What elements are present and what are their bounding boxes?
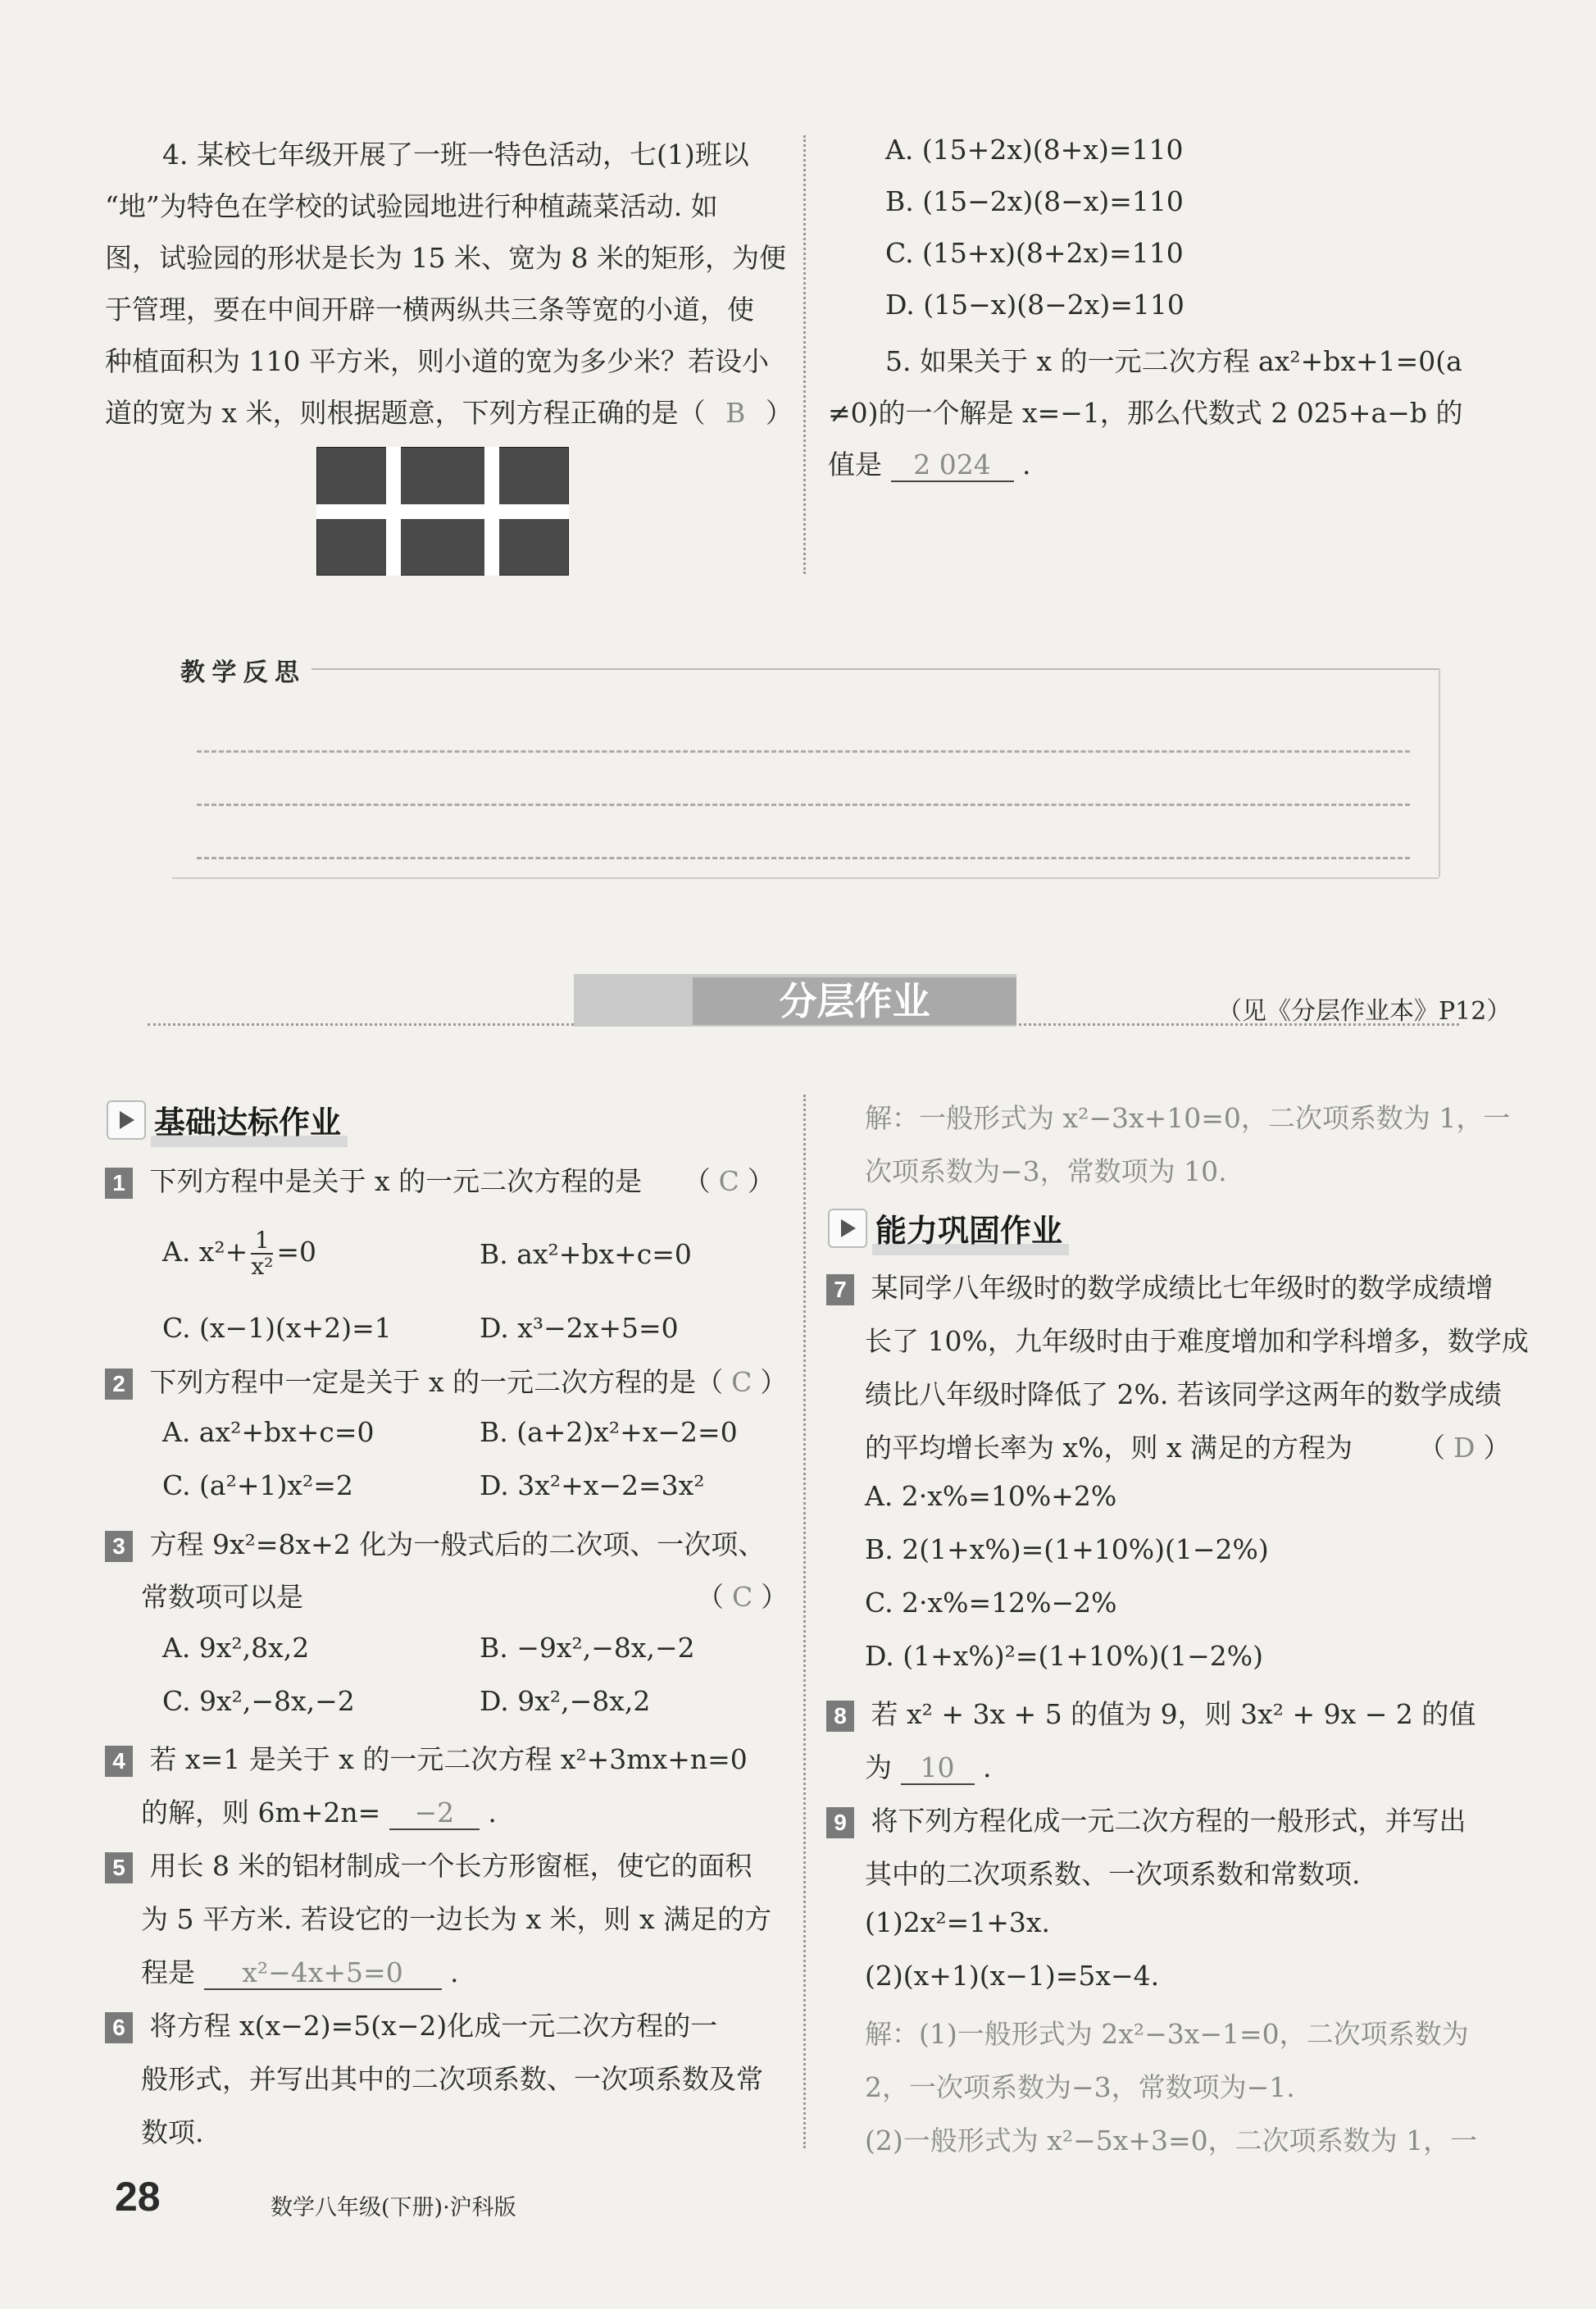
q5b-stem-1 <box>105 1845 752 1883</box>
q8-number: 8 <box>826 1701 854 1732</box>
reflection-title-rule <box>311 668 1439 670</box>
q1-text: 下列方程中是关于 x 的一元二次方程的是 <box>149 1165 643 1197</box>
q1-option-a-fraction <box>251 1228 273 1279</box>
q2-paren-close: ） <box>760 1366 788 1398</box>
q7-number: 7 <box>826 1274 854 1305</box>
q7-option-c: C. 2·x%=12%−2% <box>865 1587 1117 1619</box>
reflection-line-1 <box>197 750 1410 753</box>
q4-line-3: 图，试验园的形状是长为 15 米、宽为 8 米的矩形，为便 <box>105 242 786 274</box>
section-basic-title: 基础达标作业 <box>154 1106 342 1141</box>
q6-solution-2: 次项系数为−3，常数项为 10. <box>865 1155 1227 1187</box>
q1-option-a-suffix: =0 <box>276 1236 316 1268</box>
q3-text-2: 常数项可以是 <box>141 1581 303 1613</box>
q6-stem-2: 般形式，并写出其中的二次项系数、一次项系数及常 <box>141 2063 763 2095</box>
q7-option-a: A. 2·x%=10%+2% <box>865 1480 1117 1512</box>
section-ability-title: 能力巩固作业 <box>875 1214 1063 1249</box>
q4b-stem-1 <box>105 1738 748 1777</box>
q9-text-1: 将下列方程化成一元二次方程的一般形式，并写出 <box>871 1805 1466 1837</box>
q6-stem-3: 数项. <box>141 2116 204 2148</box>
q7-stem-4: 的平均增长率为 x%，则 x 满足的方程为 <box>865 1432 1353 1464</box>
q7-option-d: D. (1+x%)²=(1+10%)(1−2%) <box>865 1640 1263 1672</box>
q6-solution-1: 解：一般形式为 x²−3x+10=0，二次项系数为 1，一 <box>865 1102 1511 1134</box>
q5-top-line-2: ≠0)的一个解是 x=−1，那么代数式 2 025+a−b 的 <box>828 397 1463 429</box>
q5b-stem-2: 为 5 平方米. 若设它的一边长为 x 米，则 x 满足的方 <box>141 1903 772 1935</box>
q3-option-b: B. −9x²,−8x,−2 <box>480 1632 695 1664</box>
q9-solution-1a: 解：(1)一般形式为 2x²−3x−1=0，二次项系数为 <box>865 2018 1469 2050</box>
q1-option-a <box>162 1228 316 1279</box>
q5b-text-3: 程是 <box>141 1956 195 1988</box>
q4-line-5: 种植面积为 110 平方米，则小道的宽为多少米？若设小 <box>105 345 769 377</box>
q2-stem <box>105 1361 787 1400</box>
reflection-line-3 <box>197 857 1410 859</box>
q1-number: 1 <box>105 1168 133 1199</box>
fraction-denominator: x² <box>251 1253 274 1280</box>
q8-stem-2 <box>865 1747 992 1785</box>
reflection-title: 教 学 反 思 <box>180 659 300 686</box>
book-title: 数学八年级(下册)·沪科版 <box>271 2195 516 2220</box>
q4-close-paren: ） <box>765 397 793 429</box>
q9-stem-1 <box>826 1800 1466 1838</box>
q2-option-b: B. (a+2)x²+x−2=0 <box>480 1416 738 1448</box>
q5b-period: . <box>450 1956 459 1988</box>
section-ability-header <box>828 1205 1062 1250</box>
q8-stem-1 <box>826 1693 1476 1732</box>
vertical-path-2 <box>484 447 499 576</box>
q5-top-line-1: 5. 如果关于 x 的一元二次方程 ax²+bx+1=0(a <box>885 345 1462 377</box>
garden-figure <box>316 447 569 576</box>
q7-stem-3: 绩比八年级时降低了 2%. 若该同学这两年的数学成绩 <box>865 1378 1502 1410</box>
q4-line-6-text: 道的宽为 x 米，则根据题意，下列方程正确的是（ <box>105 397 706 429</box>
q7-option-b: B. 2(1+x%)=(1+10%)(1−2%) <box>865 1533 1269 1565</box>
reflection-line-2 <box>197 804 1410 806</box>
page-number: 28 <box>115 2174 161 2220</box>
q1-paren-open: （ <box>683 1165 711 1197</box>
q7-stem-2: 长了 10%，九年级时由于难度增加和学科增多，数学成 <box>865 1325 1529 1357</box>
arrow-icon <box>107 1100 146 1140</box>
q7-answer-wrap: （ D ） <box>1418 1432 1511 1464</box>
q4-line-4: 于管理，要在中间开辟一横两纵共三条等宽的小道，使 <box>105 294 754 326</box>
q4-answer: B <box>725 397 746 429</box>
q3-answer-wrap: （ C ） <box>697 1581 789 1613</box>
q9-solution-2a: (2)一般形式为 x²−5x+3=0，二次项系数为 1，一 <box>865 2125 1478 2156</box>
q9-number: 9 <box>826 1807 854 1838</box>
q4b-text-2: 的解，则 6m+2n= <box>141 1797 381 1829</box>
q4-option-d: D. (15−x)(8−2x)=110 <box>885 289 1184 321</box>
banner-reference: （见《分层作业本》P12） <box>1217 997 1512 1026</box>
q1-option-a-prefix: A. x²+ <box>162 1236 248 1268</box>
q8-answer: 10 <box>901 1751 975 1785</box>
q7-stem-1 <box>826 1267 1494 1305</box>
q3-answer: C <box>732 1581 753 1613</box>
q5b-answer: x²−4x+5=0 <box>204 1956 442 1990</box>
q3-stem-2 <box>141 1576 303 1614</box>
q9-part-2: (2)(x+1)(x−1)=5x−4. <box>865 1960 1160 1992</box>
q2-answer: C <box>731 1366 753 1398</box>
q9-stem-2: 其中的二次项系数、一次项系数和常数项. <box>865 1858 1361 1890</box>
q4b-text-1: 若 x=1 是关于 x 的一元二次方程 x²+3mx+n=0 <box>149 1743 748 1775</box>
column-divider-top <box>803 135 806 574</box>
q6-stem-1 <box>105 2005 717 2043</box>
arrow-icon <box>828 1209 867 1248</box>
q4b-stem-2 <box>141 1792 497 1830</box>
column-divider-bottom <box>803 1095 806 2148</box>
banner-title: 分层作业 <box>693 977 1016 1025</box>
fraction-numerator: 1 <box>251 1228 273 1255</box>
q1-stem <box>105 1160 775 1199</box>
q5-top-answer: 2 024 <box>891 449 1014 482</box>
q2-option-d: D. 3x²+x−2=3x² <box>480 1469 705 1501</box>
q5b-number: 5 <box>105 1852 133 1883</box>
horizontal-path <box>316 504 569 519</box>
q3-option-a: A. 9x²,8x,2 <box>162 1632 310 1664</box>
q5b-text-1: 用长 8 米的铝材制成一个长方形窗框，使它的面积 <box>149 1850 753 1882</box>
q3-option-c: C. 9x²,−8x,−2 <box>162 1685 355 1717</box>
q3-option-d: D. 9x²,−8x,2 <box>480 1685 651 1717</box>
q4b-period: . <box>488 1797 497 1829</box>
q5-top-line-3 <box>828 444 1031 482</box>
q2-paren-open: （ <box>696 1366 724 1398</box>
q3-number: 3 <box>105 1531 133 1562</box>
q4-line-1: 4. 某校七年级开展了一班一特色活动，七(1)班以 <box>162 139 749 171</box>
q6-number: 6 <box>105 2012 133 2043</box>
q1-option-d: D. x³−2x+5=0 <box>480 1312 679 1344</box>
vertical-path-1 <box>386 447 401 576</box>
q7-answer: D <box>1453 1432 1476 1464</box>
q1-option-b: B. ax²+bx+c=0 <box>480 1238 692 1270</box>
q1-paren-close: ） <box>747 1165 775 1197</box>
q4-option-c: C. (15+x)(8+2x)=110 <box>885 237 1184 269</box>
q9-part-1: (1)2x²=1+3x. <box>865 1906 1050 1938</box>
q8-text-2: 为 <box>865 1751 892 1783</box>
q2-option-a: A. ax²+bx+c=0 <box>162 1416 375 1448</box>
q2-text: 下列方程中一定是关于 x 的一元二次方程的是 <box>149 1366 697 1398</box>
reflection-right-border <box>1439 668 1440 877</box>
q4-option-a: A. (15+2x)(8+x)=110 <box>885 134 1184 166</box>
q4b-answer: −2 <box>389 1797 480 1830</box>
q5-value-label: 值是 <box>828 449 882 480</box>
q9-solution-1b: 2，一次项系数为−3，常数项为−1. <box>865 2071 1295 2103</box>
q2-number: 2 <box>105 1369 133 1400</box>
q5-period: . <box>1022 449 1031 480</box>
q4-line-2: “地”为特色在学校的试验园地进行种植蔬菜活动. 如 <box>105 190 718 222</box>
q4b-number: 4 <box>105 1746 133 1777</box>
q2-option-c: C. (a²+1)x²=2 <box>162 1469 353 1501</box>
q8-period: . <box>983 1751 992 1783</box>
q3-stem-1 <box>105 1523 765 1562</box>
q3-text-1: 方程 9x²=8x+2 化为一般式后的二次项、一次项、 <box>149 1528 766 1560</box>
section-basic-header <box>107 1097 341 1142</box>
q1-answer: C <box>718 1165 739 1197</box>
q4-option-b: B. (15−2x)(8−x)=110 <box>885 185 1184 217</box>
q4-line-6 <box>105 392 793 430</box>
q1-option-c: C. (x−1)(x+2)=1 <box>162 1312 392 1344</box>
q5b-stem-3 <box>141 1951 459 1990</box>
reflection-bottom-border <box>172 877 1439 879</box>
reflection-box <box>172 652 1435 881</box>
q7-text-1: 某同学八年级时的数学成绩比七年级时的数学成绩增 <box>871 1272 1494 1304</box>
q6-text-1: 将方程 x(x−2)=5(x−2)化成一元二次方程的一 <box>149 2010 718 2042</box>
q8-text-1: 若 x² + 3x + 5 的值为 9，则 3x² + 9x − 2 的值 <box>871 1698 1476 1730</box>
